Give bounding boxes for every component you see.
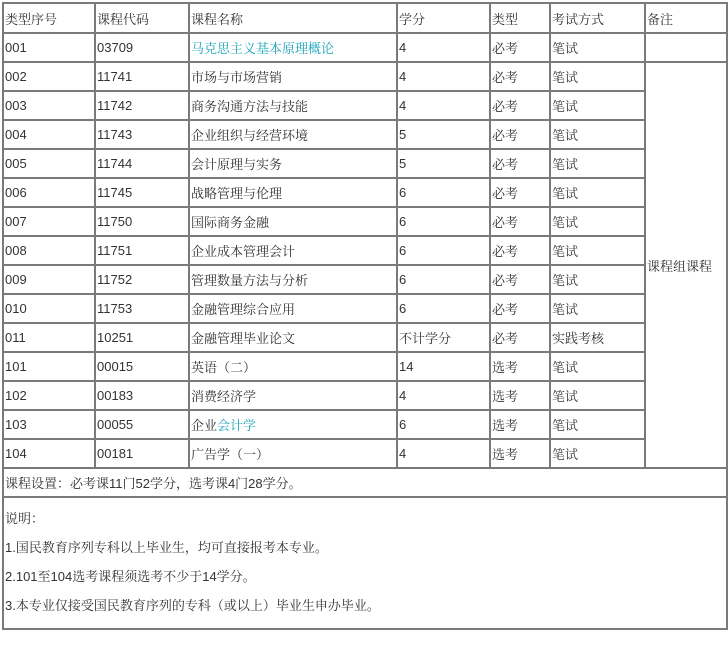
table-row	[3, 62, 727, 91]
course-type: 必考	[490, 323, 550, 352]
course-code: 11743	[95, 120, 189, 149]
course-number: 010	[3, 294, 95, 323]
header-cell: 类型序号	[3, 3, 95, 33]
note-item: 1.国民教育序列专科以上毕业生，均可直接报考本专业。	[5, 540, 328, 555]
table-row	[3, 352, 727, 381]
course-name: 企业组织与经营环境	[189, 120, 397, 149]
exam-method: 笔试	[550, 294, 645, 323]
course-name: 商务沟通方法与技能	[189, 91, 397, 120]
course-credit: 5	[397, 149, 490, 178]
course-name: 会计原理与实务	[189, 149, 397, 178]
course-name: 消费经济学	[189, 381, 397, 410]
exam-method: 笔试	[550, 410, 645, 439]
course-type: 必考	[490, 33, 550, 62]
exam-method: 笔试	[550, 91, 645, 120]
note-item: 3.本专业仅接受国民教育序列的专科（或以上）毕业生申办毕业。	[5, 598, 380, 613]
course-name: 战略管理与伦理	[189, 178, 397, 207]
course-name-prefix: 企业	[191, 418, 218, 433]
course-code: 00183	[95, 381, 189, 410]
course-type: 必考	[490, 62, 550, 91]
course-number: 009	[3, 265, 95, 294]
course-name: 金融管理综合应用	[189, 294, 397, 323]
course-number: 007	[3, 207, 95, 236]
course-code: 11745	[95, 178, 189, 207]
exam-method: 笔试	[550, 62, 645, 91]
table-row	[3, 149, 727, 178]
header-row	[3, 3, 727, 33]
table-row	[3, 120, 727, 149]
course-name: 市场与市场营销	[189, 62, 397, 91]
exam-method: 笔试	[550, 120, 645, 149]
course-type: 必考	[490, 207, 550, 236]
table-row	[3, 323, 727, 352]
course-number: 005	[3, 149, 95, 178]
course-type: 选考	[490, 352, 550, 381]
course-credit: 4	[397, 91, 490, 120]
course-code: 11742	[95, 91, 189, 120]
course-credit: 6	[397, 178, 490, 207]
course-number: 102	[3, 381, 95, 410]
table-row	[3, 381, 727, 410]
course-code: 11753	[95, 294, 189, 323]
course-code: 11750	[95, 207, 189, 236]
note-item: 2.101至104选考课程须选考不少于14学分。	[5, 569, 256, 584]
header-cell: 课程名称	[189, 3, 397, 33]
exam-method: 笔试	[550, 352, 645, 381]
course-credit: 6	[397, 265, 490, 294]
course-credit: 6	[397, 236, 490, 265]
notes-cell	[3, 497, 727, 629]
course-number: 001	[3, 33, 95, 62]
course-code: 00055	[95, 410, 189, 439]
course-credit: 4	[397, 33, 490, 62]
course-type: 必考	[490, 91, 550, 120]
header-cell: 备注	[645, 3, 727, 33]
table-row	[3, 207, 727, 236]
header-cell: 学分	[397, 3, 490, 33]
course-type: 必考	[490, 265, 550, 294]
course-credit: 6	[397, 294, 490, 323]
course-credit: 4	[397, 439, 490, 468]
header-cell: 类型	[490, 3, 550, 33]
course-type: 选考	[490, 410, 550, 439]
course-credit: 5	[397, 120, 490, 149]
exam-method: 笔试	[550, 439, 645, 468]
course-code: 11752	[95, 265, 189, 294]
course-name: 金融管理毕业论文	[189, 323, 397, 352]
course-number: 003	[3, 91, 95, 120]
table-row	[3, 265, 727, 294]
table-row	[3, 33, 727, 62]
course-type: 必考	[490, 236, 550, 265]
exam-method: 实践考核	[550, 323, 645, 352]
course-code: 00015	[95, 352, 189, 381]
header-cell: 课程代码	[95, 3, 189, 33]
course-code: 11744	[95, 149, 189, 178]
course-code: 03709	[95, 33, 189, 62]
course-name: 企业成本管理会计	[189, 236, 397, 265]
course-number: 008	[3, 236, 95, 265]
course-name: 管理数量方法与分析	[189, 265, 397, 294]
course-name: 广告学（一）	[189, 439, 397, 468]
course-type: 必考	[490, 120, 550, 149]
course-summary: 课程设置：必考课11门52学分，选考课4门28学分。	[3, 468, 727, 497]
course-credit: 不计学分	[397, 323, 490, 352]
exam-method: 笔试	[550, 178, 645, 207]
course-type: 必考	[490, 178, 550, 207]
table-row	[3, 410, 727, 439]
remark-group: 课程组课程	[645, 62, 727, 468]
course-table	[2, 2, 728, 630]
remark-cell	[645, 33, 727, 62]
course-name-link[interactable]: 会计学	[217, 418, 257, 433]
course-code: 00181	[95, 439, 189, 468]
course-name	[189, 410, 397, 439]
exam-method: 笔试	[550, 236, 645, 265]
exam-method: 笔试	[550, 33, 645, 62]
course-type: 必考	[490, 149, 550, 178]
course-credit: 4	[397, 62, 490, 91]
course-code: 11751	[95, 236, 189, 265]
course-name: 国际商务金融	[189, 207, 397, 236]
table-row	[3, 91, 727, 120]
course-name-link[interactable]: 马克思主义基本原理概论	[189, 33, 397, 62]
course-type: 选考	[490, 381, 550, 410]
course-code: 11741	[95, 62, 189, 91]
course-number: 101	[3, 352, 95, 381]
notes-row	[3, 497, 727, 629]
header-cell: 考试方式	[550, 3, 645, 33]
course-number: 006	[3, 178, 95, 207]
course-number: 002	[3, 62, 95, 91]
exam-method: 笔试	[550, 149, 645, 178]
course-name: 英语（二）	[189, 352, 397, 381]
course-credit: 6	[397, 410, 490, 439]
table-row	[3, 294, 727, 323]
course-number: 011	[3, 323, 95, 352]
course-code: 10251	[95, 323, 189, 352]
course-type: 必考	[490, 294, 550, 323]
notes-title: 说明：	[5, 511, 45, 526]
table-row	[3, 178, 727, 207]
summary-row	[3, 468, 727, 497]
course-number: 104	[3, 439, 95, 468]
course-number: 004	[3, 120, 95, 149]
course-credit: 6	[397, 207, 490, 236]
course-number: 103	[3, 410, 95, 439]
course-credit: 4	[397, 381, 490, 410]
exam-method: 笔试	[550, 381, 645, 410]
table-row	[3, 236, 727, 265]
exam-method: 笔试	[550, 207, 645, 236]
exam-method: 笔试	[550, 265, 645, 294]
course-type: 选考	[490, 439, 550, 468]
course-credit: 14	[397, 352, 490, 381]
table-row	[3, 439, 727, 468]
